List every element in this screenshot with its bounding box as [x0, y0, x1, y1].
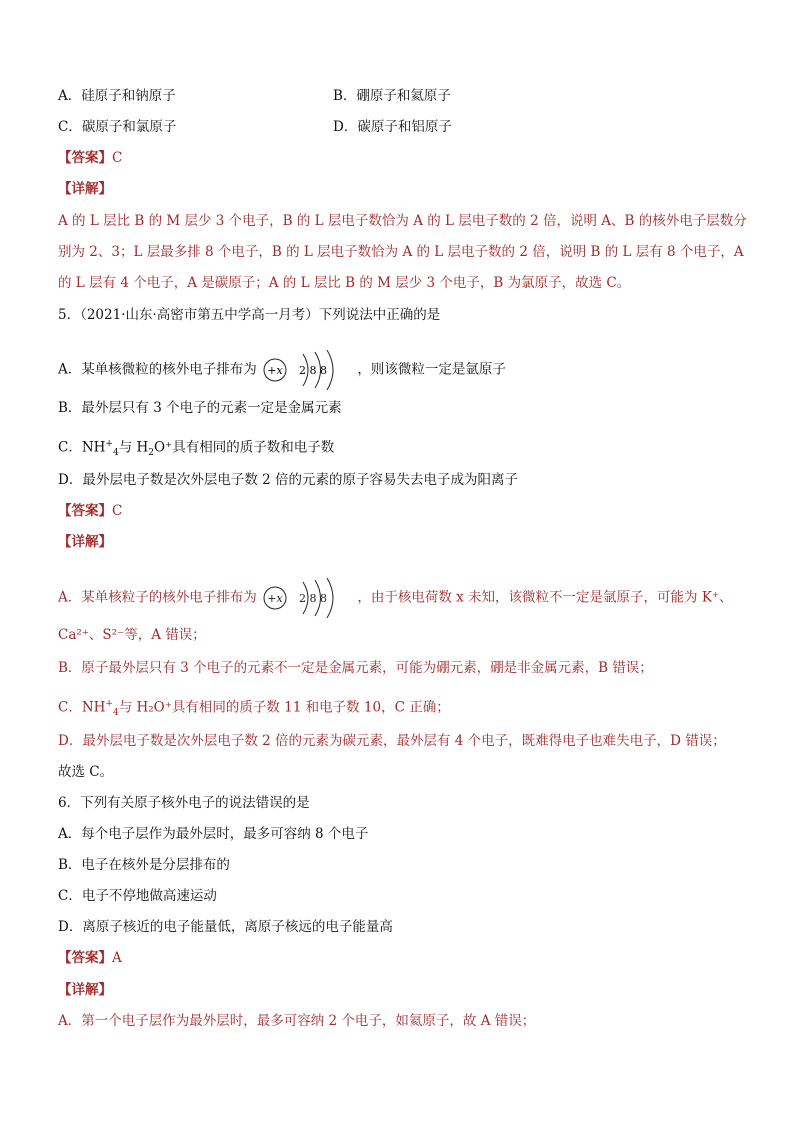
atom-structure-diagram — [263, 578, 351, 618]
q6-option-b: B．电子在核外是分层排布的 — [58, 857, 230, 873]
q6-option-d: D．离原子核近的电子能量低，离原子核远的电子能量高 — [58, 919, 393, 935]
q6-detail-a: A．第一个电子层作为最外层时，最多可容纳 2 个电子，如氦原子，故 A 错误； — [58, 1013, 536, 1029]
q6-option-c: C．电子不停地做高速运动 — [58, 888, 217, 904]
answer-value: C — [112, 503, 123, 519]
answer-label: 【答案】 — [58, 950, 112, 966]
q4-detail-line-3: 的 L 层有 4 个电子，A 是碳原子；A 的 L 层比 B 的 M 层少 3 个电子，B 为氯原子，故选 C。 — [58, 275, 631, 291]
q4-option-d: D．碳原子和铝原子 — [333, 119, 452, 135]
q5-conclusion: 故选 C。 — [58, 764, 114, 780]
q5-option-a-post: ，则该微粒一定是氩原子 — [357, 361, 506, 378]
q4-answer — [58, 148, 122, 168]
q5-detail-label — [58, 532, 112, 552]
q4-detail-line-2: 别为 2、3；L 层最多排 8 个电子，B 的 L 层电子数恰为 A 的 L 层电子数的 2 倍，说明 B 的 L 层有 8 个电子，A — [58, 244, 744, 260]
q5-detail-c-sup: + — [105, 699, 113, 709]
q5-option-c — [58, 434, 334, 463]
q4-option-b: B．硼原子和氦原子 — [333, 88, 451, 104]
q4-option-a: A．硅原子和钠原子 — [58, 88, 176, 104]
atom-shells-label: 2 8 8 — [299, 592, 328, 605]
q5-option-a-pre: A．某单核微粒的核外电子排布为 — [58, 361, 257, 378]
q5-detail-a-line-2: Ca²⁺、S²⁻等，A 错误； — [58, 627, 206, 643]
detail-label: 【详解】 — [58, 181, 112, 197]
q5-stem: 5．（2021·山东·高密市第五中学高一月考）下列说法中正确的是 — [58, 307, 441, 323]
q5-option-d: D．最外层电子数是次外层电子数 2 倍的元素的原子容易失去电子成为阳离子 — [58, 472, 518, 488]
atom-structure-diagram — [263, 350, 351, 390]
q5-detail-b: B．原子最外层只有 3 个电子的元素不一定是金属元素，可能为硼元素，硼是非金属元素，B 错误； — [58, 660, 653, 676]
detail-label: 【详解】 — [58, 982, 112, 998]
q5-option-c-mid: 与 H — [118, 439, 149, 456]
q6-stem: 6．下列有关原子核外电子的说法错误的是 — [58, 795, 310, 811]
q5-option-c-sup: + — [105, 439, 113, 449]
detail-label: 【详解】 — [58, 534, 112, 550]
q6-option-a: A．每个电子层作为最外层时，最多可容纳 8 个电子 — [58, 826, 369, 842]
q5-option-c-post: O⁺具有相同的质子数和电子数 — [154, 439, 335, 456]
q5-detail-c-sub: 4 — [112, 708, 119, 719]
atom-shells-label: 2 8 8 — [299, 364, 328, 377]
q5-option-c-sub: 4 — [112, 448, 119, 459]
q4-detail-label — [58, 179, 112, 199]
q5-option-b: B．最外层只有 3 个电子的元素一定是金属元素 — [58, 400, 342, 416]
q5-detail-c-post: 与 H₂O⁺具有相同的质子数 11 和电子数 10，C 正确； — [118, 699, 450, 716]
q4-detail-line-1: A 的 L 层比 B 的 M 层少 3 个电子，B 的 L 层电子数恰为 A 的 L 层电子数的 2 倍，说明 A、B 的核外电子层数分 — [58, 213, 747, 229]
q5-detail-c-pre: C．NH — [58, 699, 106, 716]
q5-detail-a-pre: A．某单核粒子的核外电子排布为 — [58, 589, 257, 606]
q6-answer — [58, 948, 122, 968]
q5-detail-c — [58, 694, 450, 723]
atom-nucleus-label: +x — [267, 364, 283, 377]
q6-detail-label — [58, 980, 112, 1000]
q5-option-c-sub2: 2 — [148, 448, 155, 459]
q5-detail-d: D．最外层电子数是次外层电子数 2 倍的元素为碳元素，最外层有 4 个电子，既难得电子也难失电子，D 错误； — [58, 733, 726, 749]
answer-label: 【答案】 — [58, 150, 112, 166]
atom-nucleus-label: +x — [267, 592, 283, 605]
q5-answer — [58, 501, 122, 521]
q5-detail-a — [58, 578, 733, 618]
q5-option-c-pre: C．NH — [58, 439, 106, 456]
answer-label: 【答案】 — [58, 503, 112, 519]
q4-option-c: C．碳原子和氯原子 — [58, 119, 177, 135]
answer-value: C — [112, 150, 123, 166]
q5-detail-a-post: ，由于核电荷数 x 未知，该微粒不一定是氩原子，可能为 K⁺、 — [357, 589, 733, 606]
q5-option-a — [58, 350, 506, 390]
answer-value: A — [112, 950, 122, 966]
